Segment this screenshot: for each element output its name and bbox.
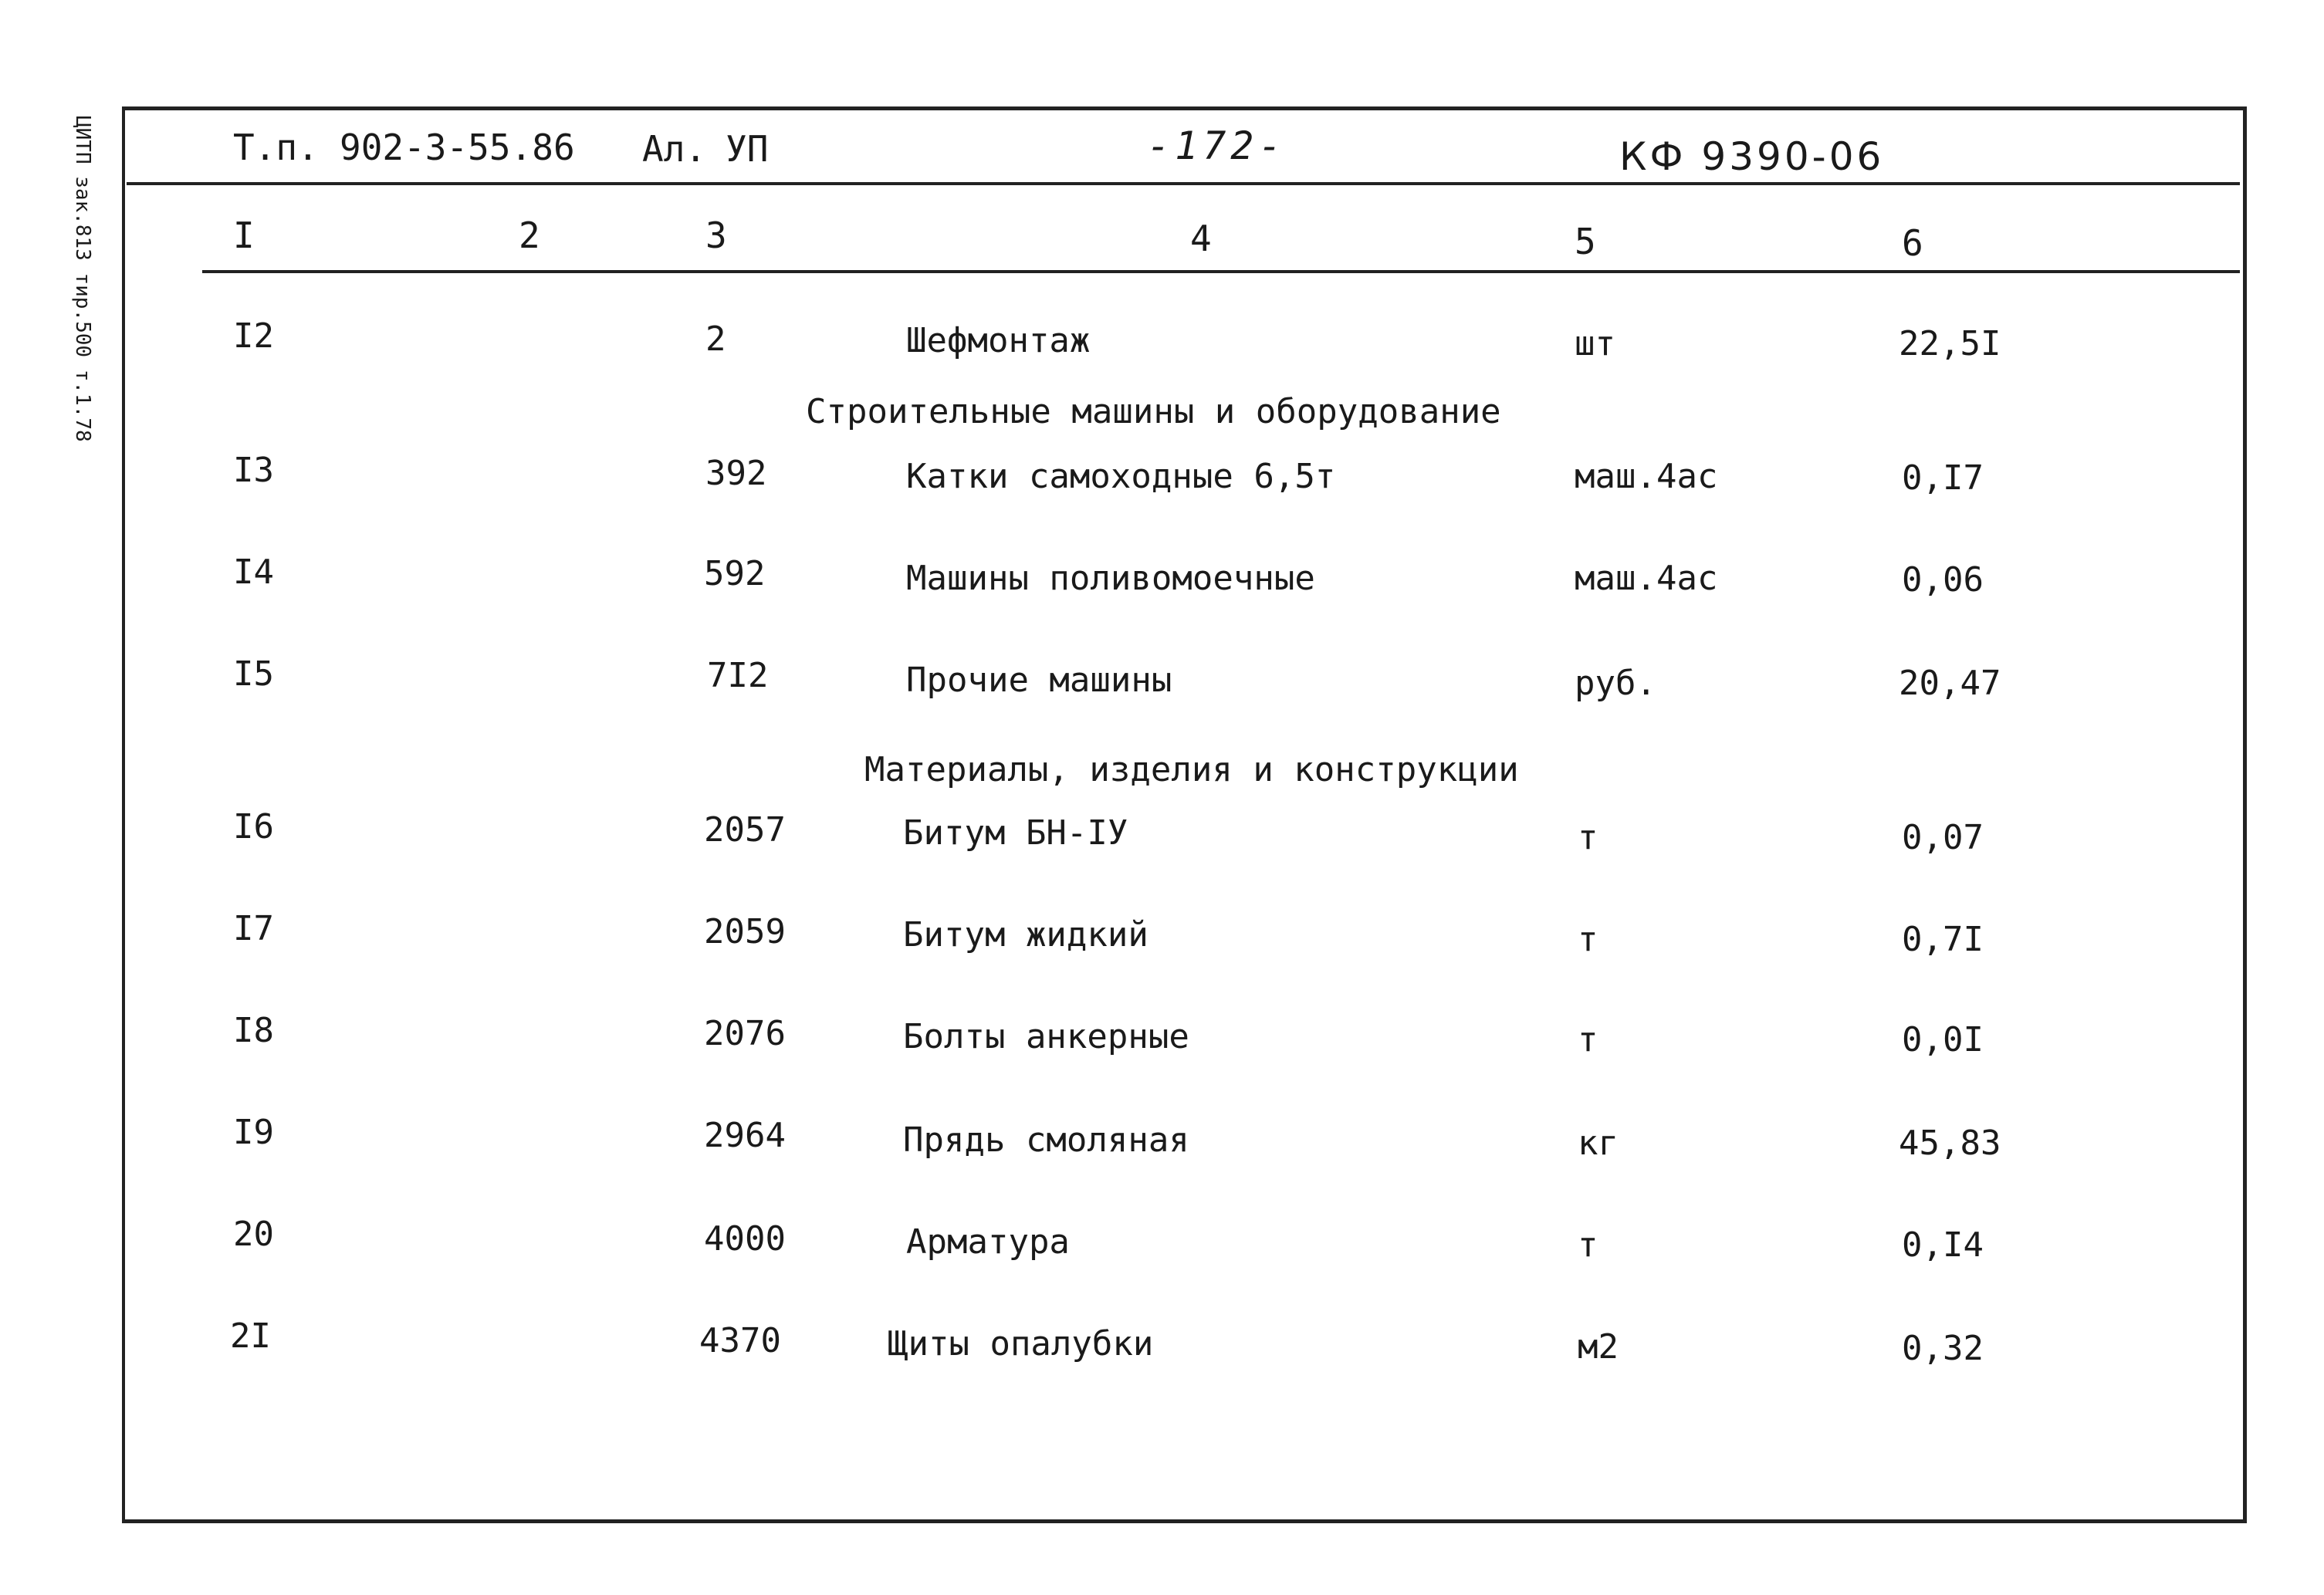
column-header: I: [233, 215, 255, 256]
unit: кг: [1578, 1124, 1619, 1163]
row-number: 20: [233, 1215, 274, 1254]
page-number: -172-: [1147, 123, 1287, 168]
quantity: 20,47: [1899, 664, 2001, 703]
resource-name: Битум жидкий: [903, 915, 1148, 955]
section-heading: Строительные машины и оборудование: [806, 392, 1501, 431]
resource-code: 592: [704, 554, 766, 593]
quantity: 0,I7: [1902, 458, 1984, 498]
quantity: 0,7I: [1902, 920, 1984, 959]
resource-code: 2059: [704, 912, 786, 951]
unit: т: [1578, 920, 1598, 959]
resource-code: 2: [705, 319, 726, 359]
row-number: I5: [233, 654, 274, 694]
quantity: 0,0I: [1902, 1020, 1984, 1059]
row-number: I8: [233, 1011, 274, 1050]
album-prefix: Ал.: [642, 128, 707, 170]
unit: т: [1578, 1020, 1598, 1059]
album-number: УП: [726, 128, 769, 170]
unit: т: [1578, 1225, 1598, 1265]
quantity: 45,83: [1899, 1124, 2001, 1163]
resource-code: 7I2: [707, 656, 769, 695]
unit: т: [1578, 818, 1598, 857]
quantity: 0,07: [1902, 818, 1984, 857]
quantity: 0,06: [1902, 560, 1984, 600]
quantity: 0,32: [1902, 1329, 1984, 1368]
unit: маш.4ас: [1575, 559, 1718, 598]
resource-code: 4000: [704, 1219, 786, 1259]
header-divider: [127, 182, 2240, 185]
row-number: I6: [233, 807, 274, 846]
column-header: 3: [705, 215, 727, 256]
unit: маш.4ас: [1575, 457, 1718, 496]
resource-name: Битум БН-IУ: [903, 813, 1128, 853]
row-number: I3: [233, 451, 274, 490]
resource-name: Прочие машины: [906, 661, 1172, 700]
document-code: КФ 9390-06: [1619, 134, 1885, 179]
resource-name: Шефмонтаж: [906, 321, 1091, 360]
page-frame: [122, 106, 2247, 1523]
side-stamp: ЦИТП зак.813 тир.500 т.1.78: [71, 116, 94, 442]
unit: руб.: [1575, 664, 1656, 703]
resource-name: Катки самоходные 6,5т: [906, 457, 1336, 496]
resource-name: Арматура: [906, 1222, 1070, 1262]
unit: шт: [1575, 324, 1615, 363]
quantity: 22,5I: [1899, 324, 2001, 363]
resource-name: Прядь смоляная: [903, 1120, 1189, 1160]
resource-code: 2076: [704, 1014, 786, 1053]
column-header: 6: [1902, 222, 1923, 264]
row-number: 2I: [230, 1316, 271, 1356]
row-number: I9: [233, 1113, 274, 1152]
resource-name: Щиты опалубки: [888, 1324, 1154, 1364]
section-heading: Материалы, изделия и конструкции: [864, 750, 1519, 789]
unit: м2: [1578, 1327, 1619, 1367]
column-header: 2: [519, 215, 540, 256]
resource-name: Болты анкерные: [903, 1017, 1189, 1056]
resource-code: 2057: [704, 810, 786, 850]
column-header-divider: [202, 270, 2240, 273]
doc-prefix: Т.п.: [233, 127, 319, 168]
column-header: 4: [1190, 218, 1212, 259]
row-number: I7: [233, 909, 274, 948]
resource-name: Машины поливомоечные: [906, 559, 1315, 598]
quantity: 0,I4: [1902, 1225, 1984, 1265]
column-header: 5: [1575, 221, 1596, 262]
row-number: I4: [233, 553, 274, 592]
resource-code: 2964: [704, 1116, 786, 1155]
doc-number: 902-3-55.86: [340, 127, 575, 168]
resource-code: 4370: [699, 1321, 781, 1360]
resource-code: 392: [705, 454, 767, 493]
row-number: I2: [233, 316, 274, 356]
